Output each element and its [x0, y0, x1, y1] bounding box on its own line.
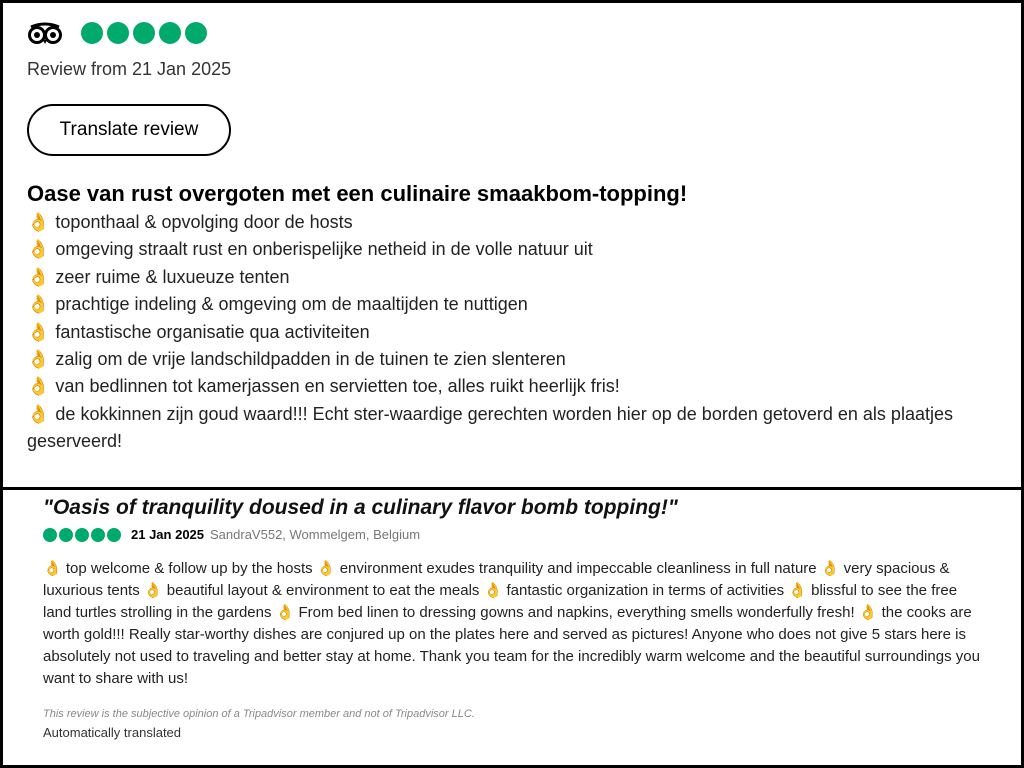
- translated-segment: very spacious & luxurious tents: [43, 560, 950, 599]
- review-list-item-text: omgeving straalt rust en onberispelijke netheid in de volle natuur uit: [55, 239, 593, 260]
- review-disclaimer: This review is the subjective opinion of a Tripadvisor member and not of Tripadvisor LLC.: [43, 708, 475, 720]
- rating-bubble: [43, 528, 57, 542]
- ok-hand-icon: 👌: [27, 321, 50, 342]
- review-list-item-text: de kokkinnen zijn goud waard!!! Echt ster-waardige gerechten worden hier op de borden getoverd en als plaatjes geserveerd!: [27, 403, 953, 452]
- review-list-item-text: zeer ruime & luxueuze tenten: [55, 266, 290, 287]
- ok-hand-icon: 👌: [43, 560, 66, 577]
- translate-review-button[interactable]: Translate review: [27, 104, 231, 156]
- review-list-item-text: zalig om de vrije landschildpadden in de tuinen te zien slenteren: [55, 349, 566, 370]
- ok-hand-icon: 👌: [788, 582, 812, 599]
- ok-hand-icon: 👌: [27, 239, 50, 260]
- review-list-item: [27, 401, 987, 456]
- rating-bubble: [81, 22, 103, 44]
- review-title: Oase van rust overgoten met een culinaire smaakbom-topping!: [27, 181, 688, 206]
- ok-hand-icon: 👌: [27, 212, 50, 232]
- rating-bubble: [75, 528, 89, 542]
- translated-segment: top welcome & follow up by the hosts: [65, 560, 317, 577]
- translated-review-panel: [3, 490, 1021, 765]
- review-item-list: [27, 209, 987, 456]
- ok-hand-icon: 👌: [27, 349, 50, 370]
- ok-hand-icon: 👌: [27, 376, 50, 397]
- review-list-item-text: van bedlinnen tot kamerjassen en servietten toe, alles ruikt heerlijk fris!: [55, 376, 620, 397]
- review-meta: [43, 527, 420, 542]
- original-review-panel: [3, 3, 1021, 490]
- translated-segment: environment exudes tranquility and impeccable cleanliness in full nature: [339, 560, 821, 577]
- review-list-item: [27, 319, 987, 346]
- review-list-item: [27, 209, 987, 236]
- ok-hand-icon: 👌: [483, 582, 507, 599]
- auto-translated-label: Automatically translated: [43, 725, 182, 740]
- rating-bubbles-small: [43, 528, 121, 542]
- review-list-item: [27, 291, 987, 318]
- rating-header: [27, 21, 207, 45]
- ok-hand-icon: 👌: [275, 604, 299, 621]
- ok-hand-icon: 👌: [27, 266, 50, 287]
- review-list-item-text: prachtige indeling & omgeving om de maaltijden te nuttigen: [55, 294, 528, 315]
- rating-bubble: [107, 22, 129, 44]
- ok-hand-icon: 👌: [316, 560, 340, 577]
- review-list-item: [27, 346, 987, 373]
- translated-review-title: "Oasis of tranquility doused in a culinary flavor bomb topping!": [43, 496, 678, 519]
- review-list-item: [27, 264, 987, 291]
- rating-bubble: [159, 22, 181, 44]
- ok-hand-icon: 👌: [143, 582, 167, 599]
- rating-bubble: [185, 22, 207, 44]
- review-list-item: [27, 236, 987, 263]
- translated-segment: beautiful layout & environment to eat the meals: [166, 582, 484, 599]
- ok-hand-icon: 👌: [27, 403, 50, 424]
- translated-segment: From bed linen to dressing gowns and napkins, everything smells wonderfully fresh!: [298, 604, 859, 621]
- translated-segment: the cooks are worth gold!!! Really star-worthy dishes are conjured up on the plates here and served as pictures! Anyone who does not give 5 stars here is absolutely not used to traveling and better stay at home. Thank you team for the incredibly warm welcome and the beautiful surroundings you want to share with us!: [43, 604, 980, 687]
- rating-bubble: [107, 528, 121, 542]
- rating-bubble: [91, 528, 105, 542]
- rating-bubble: [59, 528, 73, 542]
- translated-segment: fantastic organization in terms of activities: [506, 582, 789, 599]
- rating-bubbles: [81, 22, 207, 44]
- translated-review-body: [43, 558, 983, 690]
- review-date: Review from 21 Jan 2025: [27, 59, 232, 79]
- review-list-item: [27, 373, 987, 400]
- rating-bubble: [133, 22, 155, 44]
- ok-hand-icon: 👌: [820, 560, 844, 577]
- reviewer-info[interactable]: SandraV552, Wommelgem, Belgium: [210, 527, 421, 542]
- ok-hand-icon: 👌: [858, 604, 882, 621]
- translated-segment: blissful to see the free land turtles strolling in the gardens: [43, 582, 958, 621]
- review-date-small: 21 Jan 2025: [131, 527, 205, 542]
- tripadvisor-owl-icon: [27, 21, 63, 45]
- ok-hand-icon: 👌: [27, 294, 50, 315]
- review-list-item-text: fantastische organisatie qua activiteiten: [55, 321, 370, 342]
- review-list-item-text: toponthaal & opvolging door de hosts: [55, 212, 353, 232]
